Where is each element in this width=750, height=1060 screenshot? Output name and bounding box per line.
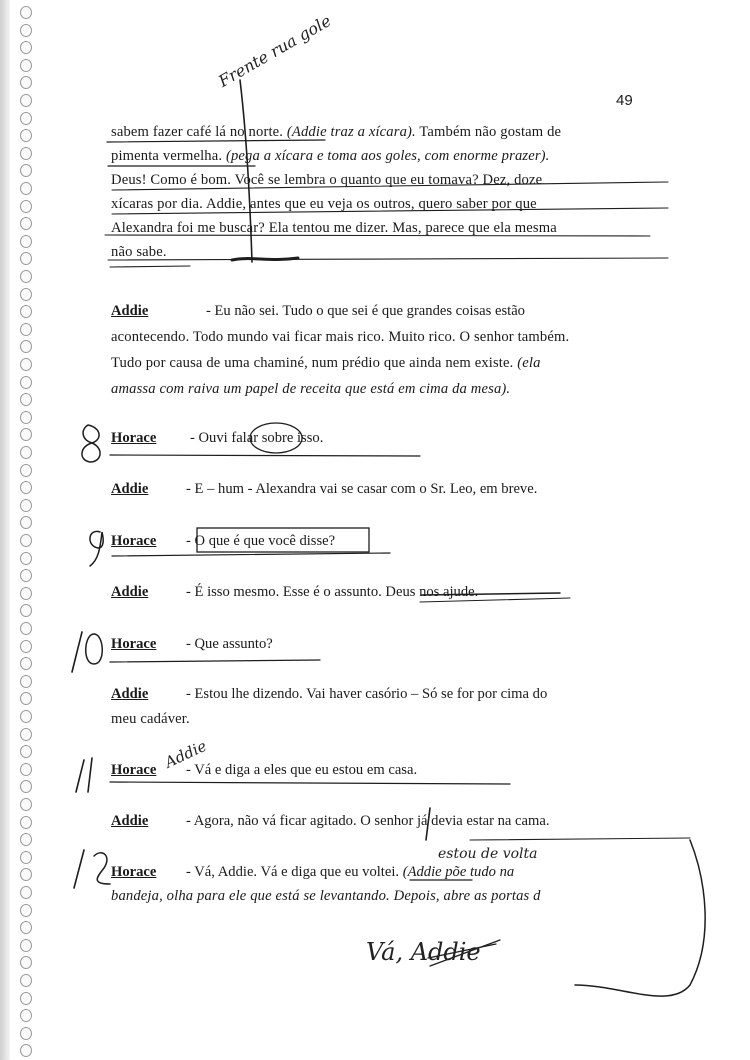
punch-hole (20, 974, 32, 987)
punch-hole (20, 1027, 32, 1040)
stage-direction: bandeja, olha para ele que está se levantando. Depois, abre as portas d (111, 888, 541, 904)
punch-hole (20, 622, 32, 635)
punch-hole (20, 956, 32, 969)
punch-hole (20, 921, 32, 934)
punch-hole (20, 235, 32, 248)
dialogue-line: - E – hum - Alexandra vai se casar com o Sr. Leo, em breve. (186, 481, 538, 497)
punch-hole (20, 270, 32, 283)
speaker-name: Addie (111, 584, 149, 600)
punch-hole (20, 886, 32, 899)
punch-hole (20, 217, 32, 230)
punch-hole (20, 446, 32, 459)
punch-hole (20, 833, 32, 846)
punch-hole (20, 76, 32, 89)
speaker-name: Horace (111, 864, 157, 880)
stage-direction: amassa com raiva um papel de receita que está em cima da mesa). (111, 381, 511, 397)
punch-hole (20, 675, 32, 688)
punch-hole (20, 481, 32, 494)
text-line: Alexandra foi me buscar? Ela tentou me dizer. Mas, parece que ela mesma (111, 220, 557, 236)
dialogue-line: - Estou lhe dizendo. Vai haver casório – Só se for por cima do (186, 686, 548, 702)
punch-hole (20, 640, 32, 653)
page-number: 49 (616, 92, 633, 109)
punch-hole (20, 816, 32, 829)
punch-hole (20, 552, 32, 565)
punch-hole (20, 252, 32, 265)
binder-edge (0, 0, 10, 1060)
punch-hole (20, 851, 32, 864)
text-line: pimenta vermelha. (pega a xícara e toma aos goles, com enorme prazer). (111, 148, 550, 164)
punch-hole (20, 305, 32, 318)
punch-hole (20, 411, 32, 424)
punch-hole (20, 657, 32, 670)
punch-hole (20, 464, 32, 477)
punch-hole (20, 745, 32, 758)
punch-hole (20, 428, 32, 441)
handwritten-note: estou de volta (438, 846, 538, 862)
punch-hole (20, 904, 32, 917)
punch-hole (20, 569, 32, 582)
speaker-name: Addie (111, 481, 149, 497)
punch-hole (20, 710, 32, 723)
punch-hole (20, 358, 32, 371)
speaker-name: Addie (111, 813, 149, 829)
punch-hole (20, 24, 32, 37)
punch-hole (20, 499, 32, 512)
punch-hole (20, 534, 32, 547)
punch-hole (20, 6, 32, 19)
punch-hole (20, 182, 32, 195)
dialogue-line: - Vá e diga a eles que eu estou em casa. (186, 762, 418, 778)
dialogue-line: - Vá, Addie. Vá e diga que eu voltei. (Addie põe tudo na (186, 864, 515, 880)
punch-hole (20, 41, 32, 54)
punch-hole (20, 323, 32, 336)
dialogue-line: - Que assunto? (186, 636, 273, 652)
punch-hole (20, 939, 32, 952)
punch-holes (20, 0, 36, 1060)
speaker-name: Horace (111, 430, 157, 446)
dialogue-line: - É isso mesmo. Esse é o assunto. Deus nos ajude. (186, 584, 479, 600)
punch-hole (20, 164, 32, 177)
speaker-name: Horace (111, 636, 157, 652)
punch-hole (20, 516, 32, 529)
punch-hole (20, 147, 32, 160)
punch-hole (20, 604, 32, 617)
punch-hole (20, 340, 32, 353)
punch-hole (20, 288, 32, 301)
handwritten-note: Addie (162, 736, 210, 772)
punch-hole (20, 376, 32, 389)
text-line: xícaras por dia. Addie, antes que eu veja os outros, quero saber por que (111, 196, 537, 212)
text-line: sabem fazer café lá no norte. (Addie traz a xícara). Também não gostam de (111, 124, 562, 140)
punch-hole (20, 780, 32, 793)
punch-hole (20, 1009, 32, 1022)
punch-hole (20, 112, 32, 125)
dialogue-line: - Ouvi falar sobre isso. (190, 430, 324, 446)
punch-hole (20, 129, 32, 142)
speaker-name: Addie (111, 303, 149, 319)
handwritten-note: Frente rua gole (215, 11, 335, 91)
dialogue-line: - Agora, não vá ficar agitado. O senhor já devia estar na cama. (186, 813, 550, 829)
dialogue-line: Tudo por causa de uma chaminé, num prédio que ainda nem existe. (ela (111, 355, 541, 371)
punch-hole (20, 798, 32, 811)
punch-hole (20, 992, 32, 1005)
punch-hole (20, 1044, 32, 1057)
text-line: não sabe. (111, 244, 167, 260)
dialogue-line: acontecendo. Todo mundo vai ficar mais rico. Muito rico. O senhor também. (111, 329, 570, 345)
punch-hole (20, 94, 32, 107)
speaker-name: Addie (111, 686, 149, 702)
dialogue-line: - O que é que você disse? (186, 533, 336, 549)
dialogue-line: meu cadáver. (111, 711, 190, 727)
punch-hole (20, 393, 32, 406)
speaker-name: Horace (111, 533, 157, 549)
punch-hole (20, 692, 32, 705)
punch-hole (20, 59, 32, 72)
punch-hole (20, 728, 32, 741)
dialogue-line: - Eu não sei. Tudo o que sei é que grandes coisas estão (206, 303, 525, 319)
handwritten-signature: Vá, Addie (366, 938, 481, 966)
punch-hole (20, 868, 32, 881)
speaker-name: Horace (111, 762, 157, 778)
punch-hole (20, 200, 32, 213)
punch-hole (20, 763, 32, 776)
text-line: Deus! Como é bom. Você se lembra o quanto que eu tomava? Dez, doze (111, 172, 543, 188)
punch-hole (20, 587, 32, 600)
